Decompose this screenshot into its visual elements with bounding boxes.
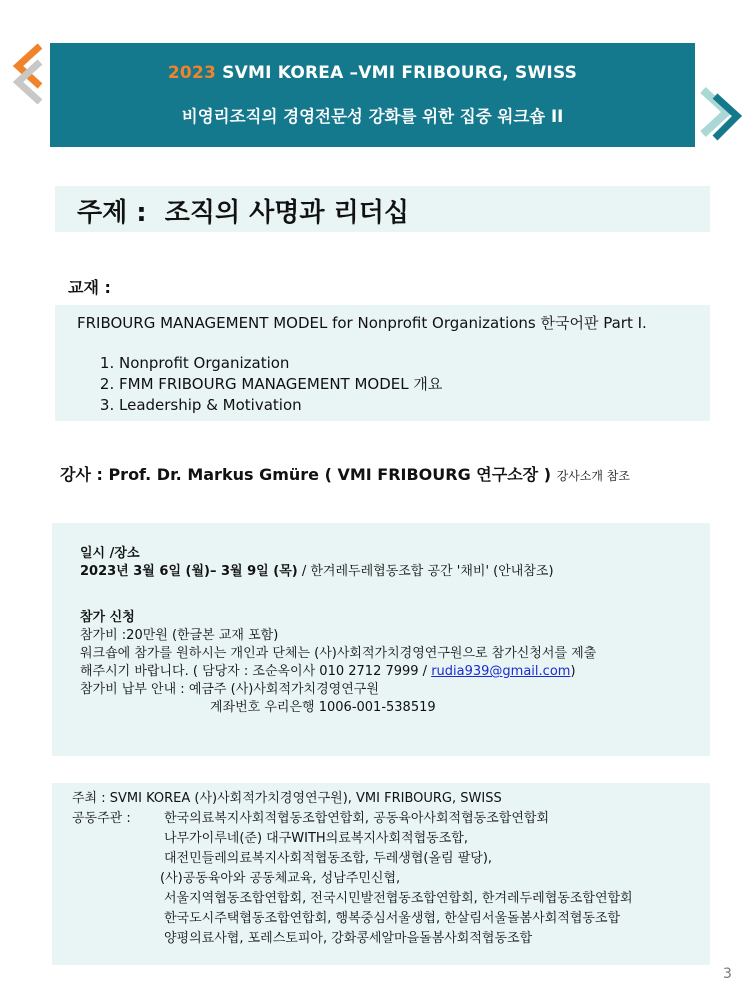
organizer-line: 한국의료복지사회적협동조합연합회, 공동육아사회적협동조합연합회 [164,811,550,826]
schedule-place: / 한겨레두레협동조합 공간 '채비' (안내참조) [297,564,554,579]
textbook-item: 1. Nonprofit Organization [119,353,442,374]
textbook-item: 3. Leadership & Motivation [119,395,442,416]
registration-line1: 워크숍에 참가를 원하시는 개인과 단체는 (사)사회적가치경영연구원으로 참가신청서를 제출 [80,646,597,661]
organizers-co-label: 공동주관 : [72,811,131,826]
registration-line2-text: 해주시기 바랍니다. ( 담당자 : 조순옥이사 010 2712 7999 / [80,664,432,679]
schedule-date: 2023년 3월 6일 (월)– 3월 9일 (목) [80,564,298,579]
organizer-line: 나무가이루네(준) 대구WITH의료복지사회적협동조합, [164,831,468,846]
schedule-label: 일시 /장소 [80,546,140,561]
textbook-list [97,353,442,416]
registration-fee: 참가비 :20만원 (한글본 교재 포함) [80,628,279,643]
organizer-line: 대전민들레의료복지사회적협동조합, 두레생협(올림 팔당), [164,851,493,866]
registration-payment: 참가비 납부 안내 : 예금주 (사)사회적가치경영연구원 [80,682,379,697]
registration-email-link[interactable]: rudia939@gmail.com [431,664,571,679]
textbook-item: 2. FMM FRIBOURG MANAGEMENT MODEL 개요 [119,374,442,395]
textbook-label: 교재 : [68,278,111,297]
instructor-text: 강사 : Prof. Dr. Markus Gmüre ( VMI FRIBOURG 연구소장 ) [60,465,557,484]
registration-line2-end: ) [570,664,576,679]
instructor-ref: 강사소개 참조 [556,469,630,483]
organizer-line: 양평의료사협, 포레스토피아, 강화콩세알마을돌봄사회적협동조합 [164,931,533,946]
header-year: 2023 [167,63,217,83]
info-box [52,523,710,756]
topic-box [55,186,710,232]
topic-label: 주제 : 조직의 사명과 리더십 [77,198,409,228]
header-title-text: SVMI KOREA –VMI FRIBOURG, SWISS [216,63,578,83]
schedule-line [80,563,554,581]
chevron-left-icon [8,42,48,104]
registration-account: 계좌번호 우리은행 1006-001-538519 [210,700,436,715]
textbook-title: FRIBOURG MANAGEMENT MODEL for Nonprofit Organizations 한국어판 Part I. [77,314,647,332]
organizers-host: 주최 : SVMI KOREA (사)사회적가치경영연구원), VMI FRIBOURG, SWISS [72,791,502,806]
header-subtitle: 비영리조직의 경영전문성 강화를 위한 집중 워크숍 II [181,107,564,126]
organizer-line: 서울지역협동조합연합회, 전국시민발전협동조합연합회, 한겨레두레협동조합연합회 [164,891,633,906]
organizer-line: (사)공동육아와 공동체교육, 성남주민신협, [160,871,401,886]
header-banner [50,43,695,147]
registration-label: 참가 신청 [80,610,135,625]
organizer-line: 한국도시주택협동조합연합회, 행복중심서울생협, 한살림서울돌봄사회적협동조합 [164,911,621,926]
instructor-line [60,462,630,485]
page-number: 3 [723,966,732,982]
organizers-box [52,783,710,965]
header-title [50,63,695,83]
chevron-right-icon [695,84,747,146]
textbook-box [55,305,710,421]
registration-line2 [80,663,576,681]
